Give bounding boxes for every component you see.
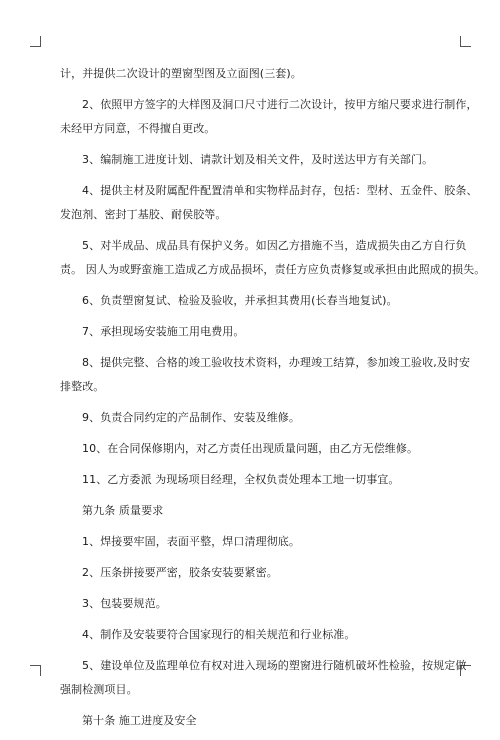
paragraph-line: 5、对半成品、成品具有保护义务。如因乙方措施不当，造成损失由乙方自行负 <box>82 239 467 252</box>
paragraph <box>60 561 445 585</box>
paragraph <box>60 623 445 647</box>
paragraph <box>60 234 486 282</box>
paragraph-line: 10、在合同保修期内，对乙方责任出现质量问题，由乙方无偿维修。 <box>82 442 419 455</box>
paragraph-line: 排整改。 <box>60 380 105 393</box>
paragraph-line: 2、压条拼接要严密，胶条安装要紧密。 <box>82 566 278 579</box>
paragraph-line: 第九条 质量要求 <box>82 504 164 517</box>
crop-mark-top-left <box>30 36 41 47</box>
paragraph-line: 3、包装要规范。 <box>82 597 167 610</box>
paragraph-line: 8、提供完整、合格的竣工验收技术资料，办理竣工结算，参加竣工验收,及时安 <box>82 356 471 369</box>
paragraph-line: 4、提供主材及附属配件配置清单和实物样品封存，包括：型材、五金件、胶条、 <box>82 184 478 197</box>
paragraph <box>60 709 445 733</box>
document-body <box>60 62 486 740</box>
paragraph-line: 未经甲方同意，不得擅自更改。 <box>60 122 216 135</box>
crop-mark-top-right <box>460 36 471 47</box>
paragraph <box>60 179 478 227</box>
paragraph <box>60 499 445 523</box>
crop-mark-bottom-left <box>30 665 41 676</box>
paragraph <box>60 654 467 702</box>
paragraph <box>60 62 445 86</box>
paragraph-line: 2、依照甲方签字的大样图及洞口尺寸进行二次设计，按甲方缩尺要求进行制作， <box>82 98 478 111</box>
paragraph-line: 11、乙方委派 为现场项目经理，全权负责处理本工地一切事宜。 <box>82 473 400 486</box>
paragraph <box>60 592 445 616</box>
paragraph <box>60 437 445 461</box>
paragraph-line: 7、承担现场安装施工用电费用。 <box>82 325 245 338</box>
paragraph <box>60 468 445 492</box>
paragraph-line: 6、负责塑窗复试、检验及验收，并承担其费用(长春当地复试)。 <box>82 294 398 307</box>
paragraph <box>60 320 445 344</box>
paragraph <box>60 406 445 430</box>
paragraph-line: 责。 因人为或野蛮施工造成乙方成品损坏，责任方应负责修复或承担由此照成的损失。 <box>60 263 486 276</box>
paragraph-line: 发泡剂、密封丁基胶、耐侯胶等。 <box>60 208 227 221</box>
paragraph-line: 5、建设单位及监理单位有权对进入现场的塑窗进行随机破坏性检验，按规定做 <box>82 659 467 672</box>
paragraph-line: 1、焊接要牢固，表面平整，焊口清理彻底。 <box>82 535 300 548</box>
paragraph-line: 9、负责合同约定的产品制作、安装及维修。 <box>82 411 300 424</box>
paragraph-line: 3、编制施工进度计划、请款计划及相关文件，及时送达甲方有关部门。 <box>82 153 434 166</box>
paragraph <box>60 93 478 141</box>
paragraph <box>60 289 445 313</box>
paragraph-line: 强制检测项目。 <box>60 683 138 696</box>
paragraph-line: 计，并提供二次设计的塑窗型图及立面图(三套)。 <box>60 67 302 80</box>
paragraph <box>60 530 445 554</box>
paragraph-line: 第十条 施工进度及安全 <box>82 714 197 727</box>
paragraph <box>60 148 445 172</box>
paragraph <box>60 351 471 399</box>
paragraph-line: 4、制作及安装要符合国家现行的相关规范和行业标准。 <box>82 628 356 641</box>
